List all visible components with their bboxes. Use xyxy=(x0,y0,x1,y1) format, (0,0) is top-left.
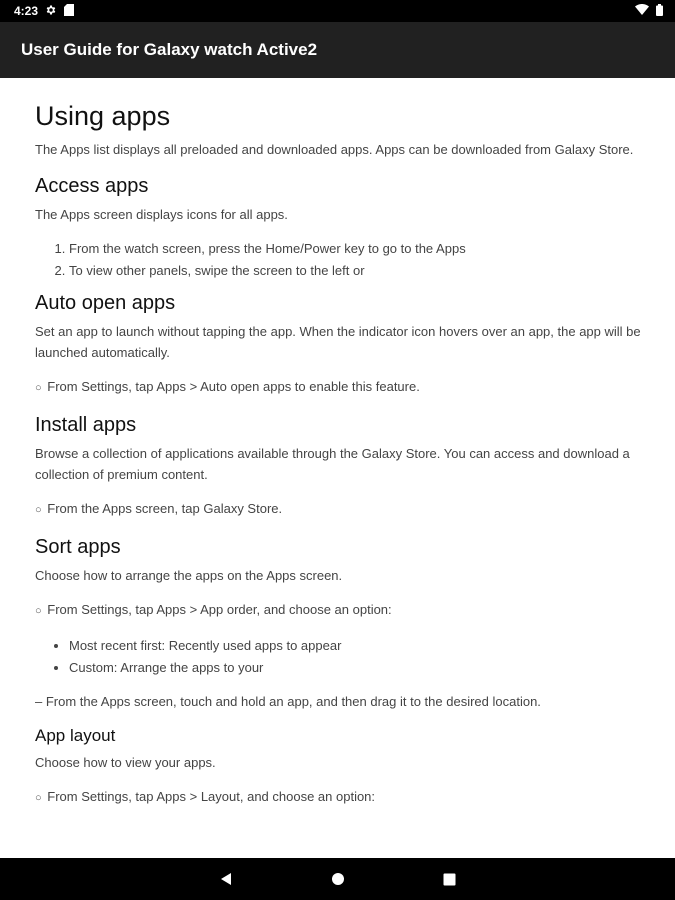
sort-dash-note xyxy=(35,691,641,712)
sort-options xyxy=(69,635,641,678)
circle-bullet-icon: ○ xyxy=(35,504,42,516)
circle-bullet-icon: ○ xyxy=(35,605,42,617)
home-circle-icon xyxy=(331,872,345,886)
install-apps-instruction xyxy=(35,498,641,521)
guide-content[interactable] xyxy=(0,78,675,858)
sort-apps-text: Choose how to arrange the apps on the Apps screen. xyxy=(35,568,343,583)
access-apps-text: The Apps screen displays icons for all apps. xyxy=(35,207,288,222)
instruction-text: From the Apps screen, touch and hold an app, and then drag it to the desired location. xyxy=(45,694,541,709)
auto-open-heading: Auto open apps xyxy=(35,292,176,314)
app-layout-text: Choose how to view your apps. xyxy=(35,755,216,770)
recents-square-icon xyxy=(443,873,456,886)
app-bar xyxy=(0,22,675,78)
circle-bullet-icon: ○ xyxy=(35,792,42,804)
instruction-text: From Settings, tap Apps > Layout, and choose an option: xyxy=(47,789,376,804)
battery-icon xyxy=(656,4,663,19)
back-triangle-icon xyxy=(219,872,233,886)
app-title: User Guide for Galaxy watch Active2 xyxy=(21,40,318,59)
list-item: • Most recent first: Recently used apps to appear xyxy=(69,635,641,656)
install-apps-heading: Install apps xyxy=(35,414,137,436)
status-time: 4:23 xyxy=(14,4,39,18)
sd-card-icon xyxy=(64,4,74,19)
access-apps-heading: Access apps xyxy=(35,175,149,197)
status-bar xyxy=(0,0,675,22)
app-layout-heading: App layout xyxy=(35,726,116,745)
status-left xyxy=(14,4,74,19)
access-apps-steps xyxy=(69,238,641,281)
dash-marker: – xyxy=(35,694,43,709)
list-item: 2. To view other panels, swipe the screen to the left or xyxy=(69,260,641,281)
list-item: • Custom: Arrange the apps to your xyxy=(69,657,641,678)
gear-icon xyxy=(45,4,57,19)
sort-apps-heading: Sort apps xyxy=(35,536,121,558)
navigation-bar xyxy=(0,858,675,900)
wifi-icon xyxy=(635,4,649,18)
home-button[interactable] xyxy=(282,858,394,900)
circle-bullet-icon: ○ xyxy=(35,382,42,394)
intro-text: The Apps list displays all preloaded and downloaded apps. Apps can be downloaded from Galaxy Store. xyxy=(35,142,634,157)
instruction-text: From the Apps screen, tap Galaxy Store. xyxy=(47,501,283,516)
page-title: Using apps xyxy=(35,101,171,131)
sort-apps-instruction xyxy=(35,599,641,622)
instruction-text: From Settings, tap Apps > App order, and choose an option: xyxy=(47,602,392,617)
auto-open-instruction xyxy=(35,376,641,399)
auto-open-text: Set an app to launch without tapping the app. When the indicator icon hovers over an app, the app will be launched automatically. xyxy=(35,324,641,360)
recents-button[interactable] xyxy=(394,858,506,900)
instruction-text: From Settings, tap Apps > Auto open apps to enable this feature. xyxy=(47,379,420,394)
install-apps-text: Browse a collection of applications available through the Galaxy Store. You can access and download a collection of premium content. xyxy=(35,446,630,482)
status-right xyxy=(635,4,663,19)
list-item: 1. From the watch screen, press the Home/Power key to go to the Apps xyxy=(69,238,641,259)
back-button[interactable] xyxy=(170,858,282,900)
app-layout-instruction xyxy=(35,786,641,809)
